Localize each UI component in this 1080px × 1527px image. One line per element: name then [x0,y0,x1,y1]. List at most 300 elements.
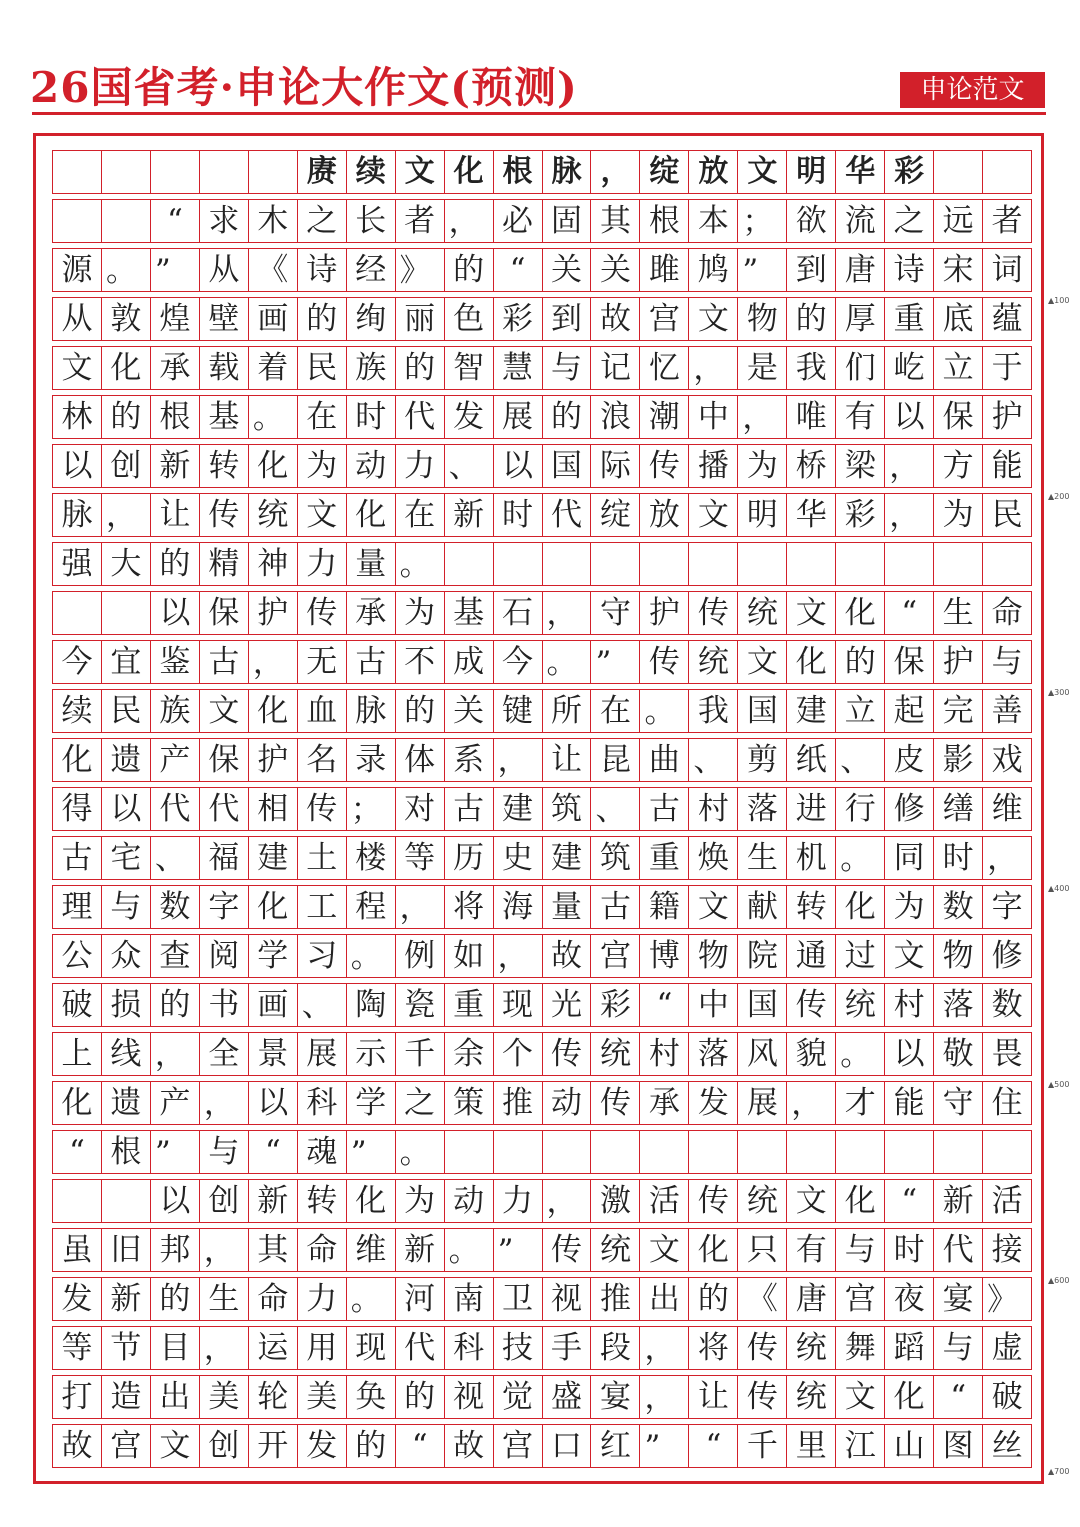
grid-cell: 为 [738,445,787,487]
grid-cell: 落 [738,788,787,830]
grid-cell: 相 [249,788,298,830]
grid-cell: 为 [885,886,934,928]
grid-cell: 视 [445,1376,494,1418]
grid-cell: 数 [934,886,983,928]
grid-cell: 得 [53,788,102,830]
grid-cell: 为 [934,494,983,536]
grid-cell: 厚 [836,298,885,340]
grid-cell: 彩 [836,494,885,536]
grid-cell: 化 [249,445,298,487]
grid-cell: 传 [787,984,836,1026]
grid-cell: 为 [298,445,347,487]
grid-cell: 全 [200,1033,249,1075]
grid-cell: 创 [200,1180,249,1222]
grid-cell: 代 [200,788,249,830]
grid-cell: 、 [298,984,347,1026]
grid-cell [738,543,787,585]
grid-cell: 故 [445,1425,494,1467]
grid-cell: 石 [494,592,543,634]
grid-cell: 将 [689,1327,738,1369]
essay-row [52,444,1032,488]
grid-cell: 以 [151,592,200,634]
grid-cell: 能 [983,445,1032,487]
grid-cell: 皮 [885,739,934,781]
grid-cell [934,543,983,585]
essay-row [52,934,1032,978]
grid-cell: ， [249,641,298,683]
grid-cell: 书 [200,984,249,1026]
grid-cell: 起 [885,690,934,732]
grid-cell: ； [738,200,787,242]
grid-cell: 脉 [53,494,102,536]
grid-cell: 根 [494,151,543,193]
grid-cell: ” [151,1131,200,1173]
grid-cell: 》 [396,249,445,291]
grid-cell: 、 [151,837,200,879]
grid-cell: 与 [934,1327,983,1369]
grid-cell: 根 [102,1131,151,1173]
grid-cell: 风 [738,1033,787,1075]
grid-cell: ” [494,1229,543,1271]
grid-cell: 体 [396,739,445,781]
grid-cell: ， [200,1229,249,1271]
grid-cell [885,543,934,585]
grid-cell: 。 [102,249,151,291]
grid-cell: 根 [151,396,200,438]
grid-cell: 国 [738,690,787,732]
grid-cell: 文 [836,1376,885,1418]
grid-cell: 用 [298,1327,347,1369]
grid-cell: 发 [53,1278,102,1320]
grid-cell: 到 [787,249,836,291]
grid-cell: 与 [836,1229,885,1271]
grid-cell: ， [640,1376,689,1418]
grid-cell: 打 [53,1376,102,1418]
grid-cell: 历 [445,837,494,879]
grid-cell: 宴 [591,1376,640,1418]
grid-cell: 的 [151,1278,200,1320]
grid-cell: 重 [640,837,689,879]
grid-cell: 壁 [200,298,249,340]
grid-cell [983,1131,1032,1173]
grid-cell: 煌 [151,298,200,340]
grid-cell: 载 [200,347,249,389]
grid-cell: ” [640,1425,689,1467]
grid-cell: 传 [591,1082,640,1124]
essay-row [52,738,1032,782]
grid-cell: 新 [396,1229,445,1271]
grid-cell: 化 [347,494,396,536]
grid-cell: 立 [836,690,885,732]
grid-cell: 以 [53,445,102,487]
grid-cell: 只 [738,1229,787,1271]
grid-cell [543,543,592,585]
grid-cell: 保 [885,641,934,683]
grid-cell: 丽 [396,298,445,340]
grid-cell: 陶 [347,984,396,1026]
grid-cell: 其 [591,200,640,242]
grid-cell: 统 [738,1180,787,1222]
grid-cell: 遗 [102,739,151,781]
grid-cell: 化 [885,1376,934,1418]
grid-cell [934,151,983,193]
grid-cell: 有 [836,396,885,438]
grid-cell: 文 [689,298,738,340]
grid-cell: 于 [983,347,1032,389]
grid-cell: 化 [249,886,298,928]
grid-cell: 卫 [494,1278,543,1320]
grid-cell: 盛 [543,1376,592,1418]
grid-cell: 以 [151,1180,200,1222]
essay-row [52,542,1032,586]
grid-cell: 文 [396,151,445,193]
grid-cell: 示 [347,1033,396,1075]
grid-cell: 守 [591,592,640,634]
grid-cell [151,151,200,193]
grid-cell: 时 [934,837,983,879]
grid-cell: 宫 [640,298,689,340]
grid-cell: 发 [445,396,494,438]
grid-cell: 为 [396,1180,445,1222]
grid-cell: 播 [689,445,738,487]
grid-cell: ， [885,445,934,487]
grid-cell: 代 [396,1327,445,1369]
grid-cell: 新 [249,1180,298,1222]
grid-cell: 脉 [347,690,396,732]
word-count-marks [1048,0,1080,1527]
grid-cell: 方 [934,445,983,487]
grid-cell: 族 [151,690,200,732]
grid-cell [983,151,1032,193]
grid-cell: “ [885,1180,934,1222]
grid-cell: 代 [543,494,592,536]
grid-cell: 保 [200,592,249,634]
grid-cell: 梁 [836,445,885,487]
grid-cell: 民 [298,347,347,389]
grid-cell: 统 [689,641,738,683]
essay-row [52,1375,1032,1419]
grid-cell: 工 [298,886,347,928]
grid-cell: 无 [298,641,347,683]
grid-cell: 统 [738,592,787,634]
grid-cell: 江 [836,1425,885,1467]
grid-cell: 籍 [640,886,689,928]
grid-cell: 时 [347,396,396,438]
grid-cell: 彩 [885,151,934,193]
grid-cell: ， [983,837,1032,879]
grid-cell: 名 [298,739,347,781]
grid-cell: 的 [151,984,200,1026]
grid-cell: 光 [543,984,592,1026]
grid-cell: 护 [249,592,298,634]
grid-cell: 虽 [53,1229,102,1271]
grid-cell: 绽 [640,151,689,193]
grid-cell: 关 [445,690,494,732]
grid-cell: 到 [543,298,592,340]
grid-cell: ； [347,788,396,830]
grid-cell: 我 [787,347,836,389]
grid-cell: 公 [53,935,102,977]
grid-cell: 如 [445,935,494,977]
grid-cell: 脉 [543,151,592,193]
grid-cell: 文 [298,494,347,536]
grid-cell [640,543,689,585]
grid-cell: 海 [494,886,543,928]
grid-cell: 美 [298,1376,347,1418]
grid-cell: 木 [249,200,298,242]
grid-cell: 基 [200,396,249,438]
grid-cell: 戏 [983,739,1032,781]
grid-cell: 数 [983,984,1032,1026]
word-count-mark: ▲400 [1048,884,1070,893]
grid-cell: 中 [689,984,738,1026]
grid-cell [102,200,151,242]
grid-cell: 文 [151,1425,200,1467]
grid-cell: 瓷 [396,984,445,1026]
grid-cell: 维 [983,788,1032,830]
grid-cell: 是 [738,347,787,389]
grid-cell: 邦 [151,1229,200,1271]
grid-cell: 智 [445,347,494,389]
grid-cell: 推 [494,1082,543,1124]
grid-cell: 画 [249,984,298,1026]
grid-cell: 程 [347,886,396,928]
grid-cell: 以 [249,1082,298,1124]
grid-cell: 传 [738,1327,787,1369]
grid-cell: 生 [738,837,787,879]
grid-cell: 故 [591,298,640,340]
grid-cell: 文 [738,151,787,193]
grid-cell: 宫 [102,1425,151,1467]
grid-cell: 的 [396,347,445,389]
grid-cell: 求 [200,200,249,242]
grid-cell: 与 [200,1131,249,1173]
grid-cell: 的 [689,1278,738,1320]
grid-cell: 字 [200,886,249,928]
grid-cell: 绚 [347,298,396,340]
essay-row [52,836,1032,880]
grid-cell: 宜 [102,641,151,683]
grid-cell: 丝 [983,1425,1032,1467]
grid-cell: 成 [445,641,494,683]
word-count-mark: ▲500 [1048,1080,1070,1089]
grid-cell: 博 [640,935,689,977]
essay-row [52,787,1032,831]
grid-cell: 在 [298,396,347,438]
grid-cell [738,1131,787,1173]
grid-cell: 宫 [591,935,640,977]
grid-cell: 段 [591,1327,640,1369]
essay-row [52,248,1032,292]
grid-cell [494,543,543,585]
grid-cell: 推 [591,1278,640,1320]
grid-cell: 记 [591,347,640,389]
grid-cell: 、 [836,739,885,781]
grid-cell: 古 [445,788,494,830]
grid-cell: 院 [738,935,787,977]
grid-cell: 量 [543,886,592,928]
grid-cell: 新 [934,1180,983,1222]
grid-cell: 传 [640,445,689,487]
grid-cell: 化 [689,1229,738,1271]
grid-cell: 立 [934,347,983,389]
grid-cell: 貌 [787,1033,836,1075]
grid-cell: 动 [347,445,396,487]
grid-cell: 轮 [249,1376,298,1418]
grid-cell: 忆 [640,347,689,389]
grid-cell: 阅 [200,935,249,977]
grid-cell: ， [640,1327,689,1369]
grid-cell: ， [445,200,494,242]
grid-cell: “ [885,592,934,634]
grid-cell: 。 [396,1131,445,1173]
grid-cell: 落 [689,1033,738,1075]
category-badge: 申论范文 [900,72,1045,108]
word-count-mark: ▲600 [1048,1276,1070,1285]
grid-cell: 强 [53,543,102,585]
grid-cell: 建 [494,788,543,830]
essay-row [52,1130,1032,1174]
grid-cell: 以 [885,396,934,438]
grid-cell: 。 [347,935,396,977]
grid-cell: 技 [494,1327,543,1369]
grid-cell: 以 [885,1033,934,1075]
grid-cell: 文 [885,935,934,977]
grid-cell: 进 [787,788,836,830]
grid-cell: ， [689,347,738,389]
grid-cell: 上 [53,1033,102,1075]
grid-cell: 保 [934,396,983,438]
grid-cell: 虚 [983,1327,1032,1369]
grid-cell [53,200,102,242]
grid-cell [836,1131,885,1173]
grid-cell: 的 [836,641,885,683]
grid-cell: 统 [591,1033,640,1075]
grid-cell: 的 [787,298,836,340]
grid-cell: 新 [151,445,200,487]
grid-cell: 绽 [591,494,640,536]
grid-cell: 的 [396,690,445,732]
grid-cell: 红 [591,1425,640,1467]
grid-cell: 承 [151,347,200,389]
grid-cell: 动 [445,1180,494,1222]
grid-cell: 舞 [836,1327,885,1369]
grid-cell: ” [347,1131,396,1173]
grid-cell: 画 [249,298,298,340]
grid-cell: ” [591,641,640,683]
grid-cell: 故 [543,935,592,977]
grid-cell: 》 [983,1278,1032,1320]
grid-cell: 际 [591,445,640,487]
grid-cell: 国 [738,984,787,1026]
grid-cell: 影 [934,739,983,781]
grid-cell: 转 [200,445,249,487]
grid-cell: 敬 [934,1033,983,1075]
grid-cell: 展 [298,1033,347,1075]
grid-cell: 遗 [102,1082,151,1124]
grid-cell: 力 [396,445,445,487]
grid-cell: 宫 [494,1425,543,1467]
grid-cell: 维 [347,1229,396,1271]
essay-title-row [52,150,1032,194]
grid-cell [689,1131,738,1173]
grid-cell: 今 [494,641,543,683]
grid-cell: 美 [200,1376,249,1418]
grid-cell: 唯 [787,396,836,438]
grid-cell: ， [200,1327,249,1369]
grid-cell: 传 [200,494,249,536]
grid-cell: 视 [543,1278,592,1320]
grid-cell: 出 [151,1376,200,1418]
grid-cell: “ [53,1131,102,1173]
grid-cell: 楼 [347,837,396,879]
grid-cell: ， [738,396,787,438]
grid-cell: 中 [689,396,738,438]
grid-cell: 诗 [885,249,934,291]
grid-cell: 奂 [347,1376,396,1418]
grid-cell: 民 [102,690,151,732]
grid-cell: 保 [200,739,249,781]
grid-cell [445,543,494,585]
grid-cell: 破 [983,1376,1032,1418]
grid-cell: 固 [543,200,592,242]
grid-cell: 过 [836,935,885,977]
grid-cell: ， [200,1082,249,1124]
grid-cell: 从 [200,249,249,291]
grid-cell: 化 [836,886,885,928]
grid-cell: 。 [640,690,689,732]
essay-row [52,395,1032,439]
grid-cell: 、 [445,445,494,487]
grid-cell: 。 [543,641,592,683]
grid-cell: 源 [53,249,102,291]
grid-cell: 命 [249,1278,298,1320]
grid-cell: 。 [347,1278,396,1320]
grid-cell: 的 [298,298,347,340]
essay-row [52,1179,1032,1223]
essay-row [52,493,1032,537]
grid-cell: ， [494,935,543,977]
grid-cell: 族 [347,347,396,389]
grid-cell: 损 [102,984,151,1026]
grid-cell: 运 [249,1327,298,1369]
grid-cell: 根 [640,200,689,242]
grid-cell: 我 [689,690,738,732]
grid-cell: 古 [640,788,689,830]
grid-cell [591,543,640,585]
grid-cell: 对 [396,788,445,830]
grid-cell [836,543,885,585]
grid-cell: 命 [298,1229,347,1271]
grid-cell: 林 [53,396,102,438]
grid-cell: 放 [689,151,738,193]
grid-cell: ， [396,886,445,928]
grid-cell: 代 [396,396,445,438]
grid-cell: 新 [102,1278,151,1320]
grid-cell: 化 [787,641,836,683]
grid-cell: 之 [885,200,934,242]
grid-cell: 转 [298,1180,347,1222]
grid-cell [249,151,298,193]
grid-cell [445,1131,494,1173]
grid-cell: 守 [934,1082,983,1124]
grid-cell: 的 [445,249,494,291]
grid-cell: 量 [347,543,396,585]
essay-row [52,689,1032,733]
header-divider [32,112,1046,115]
grid-cell: 活 [983,1180,1032,1222]
grid-cell: 续 [347,151,396,193]
